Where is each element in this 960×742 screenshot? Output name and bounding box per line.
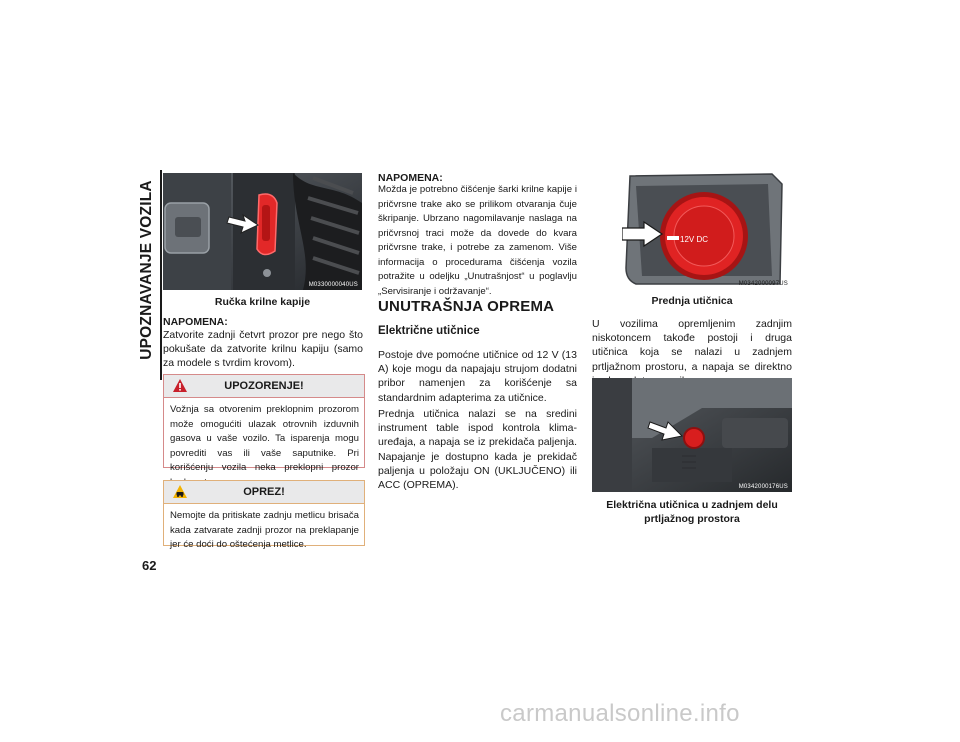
front-outlet-illustration (622, 172, 792, 289)
warning-triangle-icon (172, 378, 188, 393)
liftgate-handle-illustration (163, 173, 362, 290)
figure-caption: Ručka krilne kapije (214, 296, 311, 308)
caution-title: OPREZ! (243, 486, 285, 498)
subsection-heading: Električne utičnice (378, 325, 480, 337)
paragraph: Postoje dve pomoćne utičnice od 12 V (13 A) koje mogu da napajaju strujom dodatni pribor namenjen za korišćenje sa standardnim adapterima za utičnice. (378, 349, 577, 404)
warning-text: Vožnja sa otvorenim preklopnim prozorom može omogućiti ulazak otrovnih izduvnih gasova u vaše vozilo. Ta isparenja mogu povrediti vas ili vaše saputnike. Pri korišćenju vozila neka preklopni prozor (170, 404, 359, 473)
paragraph: U vozilima opremljenim zadnjim niskotoncem takođe postoji i druga utičnica koja se nalazi u zadnjem prtljažnom prostoru, a napaja se direktno (592, 318, 792, 373)
note-text-2: Možda je potrebno čišćenje šarki krilne kapije i pričvrsne trake ako se prilikom otvaranja čuje škripanje. Ubrzano nagomilavanje naslaga na pričvrsnoj traci može da dovede do kvara pričvrsne trake, i potrebe za zamenom. Više informacija o procedurama čišćenja vozila potražite u odeljku „Unutrašnjost“ u poglavlju „Servisiranje i održavanje“. (378, 184, 577, 297)
rear-outlet-illustration (592, 378, 792, 492)
section-heading: UNUTRAŠNJA OPREMA (378, 298, 555, 315)
figure-rear-outlet (592, 378, 792, 492)
warning-box (163, 374, 365, 473)
figure-liftgate-handle (163, 173, 362, 290)
figure-caption: Prednja utičnica (651, 295, 733, 307)
page-number: 62 (142, 558, 157, 573)
caution-header (164, 481, 364, 504)
watermark: carmanualsonline.info (500, 700, 740, 727)
figure-code: M0342000176US (738, 484, 788, 490)
outlet-label: 12V DC (680, 235, 709, 244)
chapter-title: UPOZNAVANJE VOZILA (138, 180, 156, 360)
note-text: Zatvorite zadnji četvrt prozor pre nego što pokušate da zatvorite krilnu kapiju (samo za modele s tvrdim krovom). (163, 329, 363, 370)
caption-line: Električna utičnica u zadnjem delu (606, 499, 778, 511)
caution-car-icon (172, 484, 188, 499)
figure-caption (592, 498, 792, 526)
warning-title: UPOZORENJE! (224, 380, 304, 392)
paragraph: Prednja utičnica nalazi se na sredini instrument table ispod kontrola klima-uređaja, a napaja se iz prekidača paljenja. Napajanje je dostupno kada je prekidač paljenja u položaju ON (UKLJUČENO) ili ACC (OPREMA). (378, 408, 577, 492)
figure-code: M0342000097US (738, 281, 788, 287)
figure-code: M0330000040US (308, 282, 358, 288)
side-divider (160, 170, 162, 380)
note-heading: NAPOMENA: (163, 316, 228, 328)
caution-text: Nemojte da pritiskate zadnju metlicu brisača kada zatvarate zadnji prozor na preklapanje jer će doći do oštećenja metlice. (170, 510, 359, 550)
figure-front-outlet (622, 172, 792, 289)
note-heading-2: NAPOMENA: (378, 172, 443, 184)
caution-box (163, 480, 365, 550)
warning-header (164, 375, 364, 398)
chapter-side-tab (136, 170, 158, 370)
caption-line: prtljažnog prostora (644, 513, 740, 525)
